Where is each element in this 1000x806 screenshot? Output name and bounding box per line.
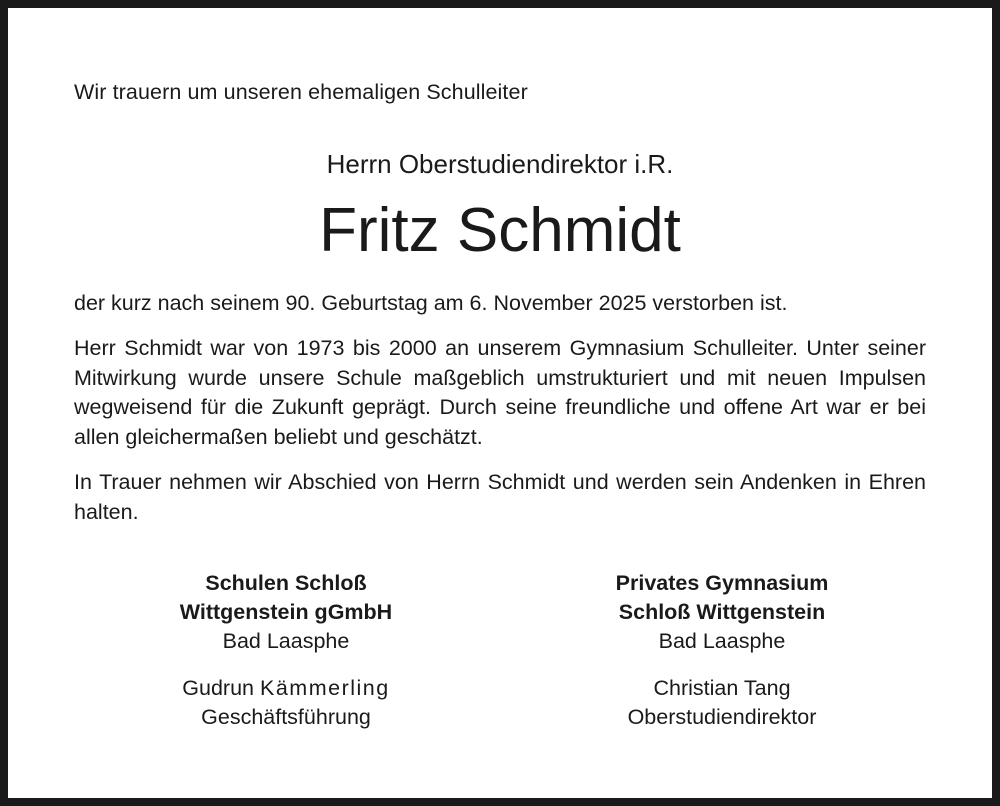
- honorific-title: Herrn Oberstudiendirektor i.R.: [326, 149, 674, 179]
- signatory-role: Oberstudiendirektor: [627, 705, 817, 729]
- paragraph-death-notice: der kurz nach seinem 90. Geburtstag am 6. November 2025 verstorben ist.: [74, 291, 788, 315]
- organization-name-line2: Schloß Wittgenstein: [618, 600, 826, 624]
- signatory-name: [86, 674, 486, 703]
- organization-city: Bad Laasphe: [222, 629, 350, 653]
- organization-name-line2: Wittgenstein gGmbH: [179, 600, 393, 624]
- signatory-name: [522, 674, 922, 703]
- signatory-role: Geschäftsführung: [201, 705, 371, 729]
- signature-right: [522, 674, 922, 732]
- paragraph-farewell: In Trauer nehmen wir Abschied von Herrn Schmidt und werden sein Andenken in Ehren halten.: [74, 470, 926, 524]
- organization-name-line1: Schulen Schloß: [205, 571, 367, 595]
- paragraph-biography: Herr Schmidt war von 1973 bis 2000 an unserem Gymnasium Schulleiter. Unter seiner Mitwirkung wurde unsere Schule maßgeblich umstrukturiert und mit neuen Impulsen wegweisend für die Zukunft geprägt. Durch seine freundliche und offene Art war er bei allen gleichermaßen beliebt und geschätzt.: [74, 336, 926, 449]
- signature-left: [86, 674, 486, 732]
- deceased-name: Fritz Schmidt: [319, 196, 681, 265]
- intro-line: Wir trauern um unseren ehemaligen Schulleiter: [74, 80, 528, 104]
- organization-left: [86, 569, 486, 656]
- signatory-first-name: Gudrun: [182, 676, 255, 700]
- signatory-last-name: Tang: [743, 676, 791, 700]
- signatory-first-name: Christian: [653, 676, 739, 700]
- organization-name-line1: Privates Gymnasium: [615, 571, 829, 595]
- organization-right: [522, 569, 922, 656]
- signatory-last-name: Kämmerling: [260, 676, 390, 700]
- organization-city: Bad Laasphe: [658, 629, 786, 653]
